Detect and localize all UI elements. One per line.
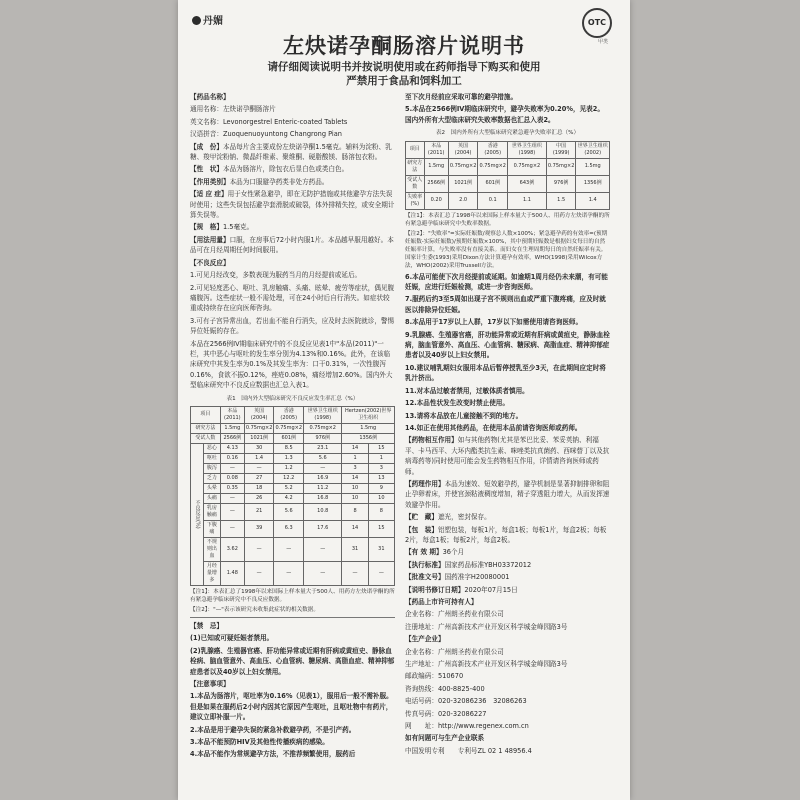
table-cell: 1.48 <box>220 561 244 585</box>
otc-badge: OTC <box>582 8 612 38</box>
precaution-13: 13.请将本品放在儿童接触不到的地方。 <box>405 411 523 420</box>
table-cell: 10 <box>342 483 368 493</box>
table-cell: — <box>304 463 342 473</box>
table-row <box>191 433 395 443</box>
precaution-6: 6.本品可能使下次月经提前或延期。如逾期1周月经仍未来潮，有可能妊娠，应进行妊娠检测，或进一步咨询医师。 <box>405 272 608 292</box>
section-validity: 【有 效 期】 <box>405 548 443 557</box>
table-cell: 0.08 <box>220 473 244 483</box>
table-row <box>406 192 610 209</box>
table-header-row <box>191 406 395 423</box>
table-cell: 4.13 <box>220 443 244 453</box>
manufacturer-name: 企业名称：广州朗圣药业有限公司 <box>405 647 504 656</box>
table-cell: 1.5mg <box>424 158 448 175</box>
table-cell: 11.2 <box>304 483 342 493</box>
table-cell: 0.75mg×2 <box>448 158 478 175</box>
precaution-4: 4.本品不能作为常规避孕方法，不推荐频繁使用，服药后 <box>190 750 356 759</box>
left-column <box>190 92 395 762</box>
table-cell: 8 <box>368 503 394 520</box>
precaution-14: 14.如正在使用其他药品，在使用本品前请咨询医师或药师。 <box>405 423 582 432</box>
table-cell: 1021例 <box>448 175 478 192</box>
section-standard: 【执行标准】 <box>405 560 445 569</box>
table-2-note-2: 【注2】："失败率"=实际妊娠数/观察总人数×100%；紧急避孕药的有效率=(预期妊娠数-实际妊娠数)/预期妊娠数×100%，其中预期妊娠数是根据妇女每日的自然妊娠率计算，与失败率没有直接关系。而妇女在生理周期每日的自然妊娠率有关。国家计生委(1993)采用Dixon方法计算避孕有效率，WHO(1998)采用Wilcox方法，WHO(2002)采用Trussell方法。 <box>405 230 608 269</box>
table-cell: — <box>304 537 342 561</box>
table-cell: 0.35 <box>220 483 244 493</box>
table-cell: 0.75mg×2 <box>546 158 576 175</box>
table-cell: — <box>244 537 274 561</box>
section-category: 【作用类别】 <box>190 177 230 186</box>
table-cell: 1.3 <box>274 453 304 463</box>
table-cell: 14 <box>342 520 368 537</box>
table-cell: 乏力 <box>204 473 221 483</box>
table-cell: 15 <box>368 520 394 537</box>
table-2-caption: 表2 国内外所有大型临床研究紧急避孕失败率汇总（%） <box>435 130 580 137</box>
table-cell: 1356例 <box>576 175 610 192</box>
contraindication-1: (1)已知或可疑妊娠者禁用。 <box>190 634 274 643</box>
table-cell: 643例 <box>508 175 547 192</box>
table-cell: 项目 <box>191 406 221 423</box>
standard-text: 国家药品标准YBH03372012 <box>444 560 532 569</box>
table-cell: Hertzen(2002)世界卫生组织 <box>342 406 395 423</box>
table-row <box>406 175 610 192</box>
table-cell: 2.0 <box>448 192 478 209</box>
table-cell: 1.5mg <box>342 423 395 433</box>
phone: 电话号码：020-32086236 32086263 <box>405 697 527 706</box>
table-cell: — <box>244 561 274 585</box>
table-cell: 0.75mg×2 <box>304 423 342 433</box>
brand-logo-icon <box>192 16 201 25</box>
table-cell: 1.5mg <box>220 423 244 433</box>
table-cell: 英国(2004) <box>244 406 274 423</box>
table-cell: 英国(2004) <box>448 141 478 158</box>
pharmacology-text: 本品为速效、短效避孕药，避孕机制是显著抑制排卵和阻止孕卵着床，并使宫颈粘液稠度增加，精子穿透阻力增大，从而发挥速效避孕作用。 <box>405 479 610 509</box>
section-specification: 【规 格】 <box>190 223 223 232</box>
subtitle-line-2: 严禁用于食品和饲料加工 <box>346 75 462 87</box>
interactions-text: 如与其他药物(尤其是苯巴比妥、苯妥英钠、利福平、卡马西平、大环内酯类抗生素、咪唑类抗真菌药、西咪替丁以及抗病毒药等)同时使用可能会发生药物相互作用，详情请咨询医师或药师。 <box>405 436 610 476</box>
table-cell: 30 <box>244 443 274 453</box>
precaution-7: 7.服药后约3至5周如出现子宫不规则出血或严重下腹疼痛，应及时就医以排除异位妊娠。 <box>405 295 606 314</box>
table-cell: 恶心 <box>204 443 221 453</box>
precaution-3: 3.本品不能预防HIV及其他性传播疾病的感染。 <box>190 738 329 747</box>
table-row <box>191 463 395 473</box>
precaution-4-continued: 至下次月经前应采取可靠的避孕措施。 <box>405 93 518 101</box>
table-cell: 5.2 <box>274 483 304 493</box>
precaution-1: 1.本品为肠溶片，呕吐率为0.16%（见表1），服用后一般不需补服。但是如果在服药后2小时内因其它原因产生呕吐，且呕吐物中有药片，建议立即补服一片。 <box>190 692 393 722</box>
table-cell: 不规则出血 <box>204 537 221 561</box>
table-cell: 18 <box>244 483 274 493</box>
section-contraindications: 【禁 忌】 <box>190 621 223 630</box>
section-pharmacology: 【药理作用】 <box>405 479 445 488</box>
section-dosage: 【用法用量】 <box>190 235 230 244</box>
failure-rate-table <box>405 141 610 210</box>
table-cell: 31 <box>368 537 394 561</box>
validity-text: 36个月 <box>442 548 465 557</box>
adverse-item-1: 1.可见月经改变，多数表现为服药当月的月经提前或延后。 <box>190 271 362 280</box>
precaution-9: 9.乳腺癌、生殖器官癌，肝功能异常或近期有肝病或黄疸史，静脉血栓病，脑血管意外、高血压、心血管病、糖尿病、高脂血症、精神抑郁症患者以及40岁以上妇女禁用。 <box>405 330 610 360</box>
section-adverse-reactions: 【不良反应】 <box>190 258 230 267</box>
table-cell: 10.8 <box>304 503 342 520</box>
table-row <box>191 483 395 493</box>
english-name: 英文名称：Levonorgestrel Enteric-coated Tablets <box>190 117 348 126</box>
table-cell: 香港(2005) <box>478 141 508 158</box>
table-cell: 0.75mg×2 <box>274 423 304 433</box>
table-cell: 世界卫生组织(2002) <box>576 141 610 158</box>
table-cell: — <box>244 463 274 473</box>
approval-text: 国药准字H20080001 <box>444 573 510 582</box>
table-cell: — <box>304 561 342 585</box>
table-1-note-1: 【注1】：本表汇总了1998年以来国际上样本量大于500人、用药方左炔诺孕酮的所有紧急避孕临床研究中不良反应数据。 <box>190 588 395 603</box>
table-row <box>191 443 395 453</box>
table-cell: — <box>368 561 394 585</box>
table-cell: 14 <box>342 473 368 483</box>
section-manufacturer: 【生产企业】 <box>405 635 445 644</box>
table-cell: — <box>342 561 368 585</box>
table-cell: 12.2 <box>274 473 304 483</box>
brand-name: 丹媚 <box>203 16 223 27</box>
table-header-row <box>406 141 610 158</box>
table-cell: 8 <box>342 503 368 520</box>
section-precautions: 【注意事项】 <box>190 680 230 688</box>
table-cell: — <box>274 537 304 561</box>
otc-class-label: 甲类 <box>597 39 608 45</box>
table-2-note-1: 【注1】：本表汇总了1998年以来国际上样本量大于500人、用药方左炔诺孕酮的所有紧急避孕临床研究中失败率数据。 <box>405 212 610 227</box>
adverse-table-body <box>191 443 395 585</box>
patent-info: 中国发明专利 专利号ZL 02 1 48956.4 <box>405 746 532 755</box>
table-cell: 0.75mg×2 <box>478 158 508 175</box>
table-cell: 0.20 <box>424 192 448 209</box>
table-cell: 976例 <box>304 433 342 443</box>
table-cell: 受试人数 <box>191 433 221 443</box>
precaution-2: 2.本品是用于避孕失误的紧急补救避孕药，不是引产药。 <box>190 725 356 734</box>
table-cell: 21 <box>244 503 274 520</box>
fax: 传真号码：020-32086227 <box>405 709 487 718</box>
section-drug-name: 【药品名称】 <box>190 93 230 101</box>
table-cell: 1.5 <box>546 192 576 209</box>
table-row <box>191 493 395 503</box>
table-cell: 10 <box>342 493 368 503</box>
website: 网 址：http://www.regenex.com.cn <box>405 722 529 731</box>
table-row <box>191 520 395 537</box>
table-cell: 世界卫生组织(1998) <box>508 141 547 158</box>
table-cell: 5.6 <box>274 503 304 520</box>
table-cell: 26 <box>244 493 274 503</box>
table-cell: 1.4 <box>244 453 274 463</box>
table-cell: 失败率(%) <box>406 192 425 209</box>
table-cell: 0.75mg×2 <box>508 158 547 175</box>
table-cell: 31 <box>342 537 368 561</box>
table-cell: 13 <box>368 473 394 483</box>
adverse-item-2: 2.可见轻度恶心、呕吐、乳房触痛、头痛、眩晕、疲劳等症状，偶见腹痛腹泻。这些症状一般不需处理，可在24小时后自行消失。如症状较重或持续存在应向医师咨询。 <box>190 283 395 313</box>
indications-text: 用于女性紧急避孕，即在无防护措施或其他避孕方法失误时使用；这些失误包括避孕套滑脱或破裂，体外排精失控，或安全期计算失误等。 <box>190 190 395 220</box>
contraindication-2: (2)乳腺癌、生殖器官癌、肝功能异常或近期有肝病或黄疸史、静脉血栓病、脑血管意外、高血压、心血管病、糖尿病、高脂血症、精神抑郁症患者以及40岁以上妇女禁用。 <box>190 646 395 676</box>
package-text: 铝塑包装，每板1片，每盒1板；每板1片，每盒2板；每板2片，每盒1板；每板2片，每盒2板。 <box>405 525 607 544</box>
table-cell: 研究方法 <box>406 158 425 175</box>
table-cell: 6.3 <box>274 520 304 537</box>
table-cell: 本品(2011) <box>220 406 244 423</box>
table-cell: 中国(1999) <box>546 141 576 158</box>
section-approval: 【批准文号】 <box>405 573 445 582</box>
table-cell: 16.9 <box>304 473 342 483</box>
table-cell: 1356例 <box>342 433 395 443</box>
table-cell: 976例 <box>546 175 576 192</box>
table-cell: 0.1 <box>478 192 508 209</box>
table-cell: 2566例 <box>220 433 244 443</box>
table-cell: 香港(2005) <box>274 406 304 423</box>
table-cell: 头痛 <box>204 493 221 503</box>
table-cell: 4.2 <box>274 493 304 503</box>
table-cell: 下腹痛 <box>204 520 221 537</box>
table-cell: 14 <box>342 443 368 453</box>
mah-name: 企业名称：广州朗圣药业有限公司 <box>405 610 504 619</box>
table-cell: 世界卫生组织(1998) <box>304 406 342 423</box>
precaution-5: 5.本品在2566例IV期临床研究中，避孕失败率为0.20%，见表2。国内外所有大型临床研究失败率数据也汇总入表2。 <box>405 105 604 124</box>
table-row <box>191 503 395 520</box>
table-row <box>191 537 395 561</box>
table-cell: 1021例 <box>244 433 274 443</box>
table-cell: 9 <box>368 483 394 493</box>
table-side-label: 不良反应(%) <box>191 443 204 585</box>
subtitle-line-1: 请仔细阅读说明书并按说明使用或在药师指导下购买和使用 <box>267 61 541 73</box>
table-cell: 1.4 <box>576 192 610 209</box>
table-cell: — <box>274 561 304 585</box>
table-cell: 5.6 <box>304 453 342 463</box>
section-package: 【包 装】 <box>405 525 438 534</box>
right-column <box>405 92 610 758</box>
section-interactions: 【药物相互作用】 <box>405 436 458 445</box>
properties-text: 本品为肠溶片，除包衣后显白色或类白色。 <box>222 165 349 174</box>
table-cell: 27 <box>244 473 274 483</box>
specification-text: 1.5毫克。 <box>222 223 254 232</box>
table-cell: 1 <box>368 453 394 463</box>
section-revision: 【说明书修订日期】 <box>405 585 465 594</box>
table-cell: 呕吐 <box>204 453 221 463</box>
document-title: 左炔诺孕酮肠溶片说明书 <box>283 34 525 58</box>
table-row <box>191 423 395 433</box>
instruction-leaflet <box>178 0 630 800</box>
table-cell: 月经量增多 <box>204 561 221 585</box>
table-cell: 1.2 <box>274 463 304 473</box>
table-cell: 16.8 <box>304 493 342 503</box>
table-cell: 头晕 <box>204 483 221 493</box>
table-cell: 1.1 <box>508 192 547 209</box>
adverse-reaction-table <box>190 406 395 586</box>
table-cell: 17.6 <box>304 520 342 537</box>
section-properties: 【性 状】 <box>190 165 223 174</box>
table-cell: — <box>220 463 244 473</box>
zip-code: 邮政编码：510670 <box>405 672 464 681</box>
table-cell: 乳房触痛 <box>204 503 221 520</box>
table-cell: 39 <box>244 520 274 537</box>
table-cell: 601例 <box>478 175 508 192</box>
table-cell: 8.5 <box>274 443 304 453</box>
category-text: 本品为口服避孕药类非处方药品。 <box>229 177 329 186</box>
table-cell: 0.75mg×2 <box>244 423 274 433</box>
table-cell: 601例 <box>274 433 304 443</box>
table-row <box>191 561 395 585</box>
table-cell: 0.16 <box>220 453 244 463</box>
table-1-caption: 表1 国内外大型临床研究不良反应发生率汇总（%） <box>226 395 359 402</box>
precaution-10: 10.建议哺乳期妇女服用本品后暂停授乳至少3天，在此期间应定时将乳汁挤出。 <box>405 363 606 383</box>
divider <box>190 617 395 618</box>
table-1-note-2: 【注2】："—"表示该研究未收集此症状的相关数据。 <box>190 606 319 613</box>
table-cell: — <box>220 520 244 537</box>
table-cell: 3 <box>368 463 394 473</box>
table-cell: — <box>220 493 244 503</box>
table-cell: 腹泻 <box>204 463 221 473</box>
dosage-text: 口服，在房事后72小时内服1片。本品越早服用越好。本品可在月经周期任何时间服用。 <box>190 235 394 255</box>
table-cell: 1.5mg <box>576 158 610 175</box>
precaution-12: 12.本品性状发生改变时禁止使用。 <box>405 399 509 408</box>
precaution-11: 11.对本品过敏者禁用，过敏体质者慎用。 <box>405 386 529 395</box>
table-cell: 受试人数 <box>406 175 425 192</box>
table-row <box>191 473 395 483</box>
contact-note: 如有问题可与生产企业联系 <box>405 734 485 743</box>
table-cell: 3.62 <box>220 537 244 561</box>
table-row <box>191 453 395 463</box>
mah-address: 注册地址：广州高新技术产业开发区科学城金峰园路3号 <box>405 622 568 631</box>
table-cell: 研究方法 <box>191 423 221 433</box>
hotline: 咨询热线：400-8825-400 <box>405 684 485 693</box>
table-row <box>406 158 610 175</box>
section-storage: 【贮 藏】 <box>405 513 438 522</box>
section-indications: 【适 应 症】 <box>190 190 228 199</box>
document-subtitle <box>198 60 610 88</box>
storage-text: 遮光，密封保存。 <box>437 513 491 522</box>
table-cell: 项目 <box>406 141 425 158</box>
pinyin-name: 汉语拼音：Zuoquenuoyuntong Changrong Pian <box>190 130 342 139</box>
section-composition: 【成 份】 <box>190 142 223 151</box>
table-cell: 10 <box>368 493 394 503</box>
adverse-item-4: 本品在2566例IV期临床研究中的不良反应见表1中"本品(2011)"一栏，其中恶心与呕吐的发生率分别为4.13%和0.16%。此外，在该临床研究中其发生率为0.1%及其发生率为：口干0.31%，一次性腹泻0.16%，食欲不振0.12%，痤疮0.08%，痛经增加2.60%。国内外大型临床研究中不良反应数据也汇总入表1。 <box>190 339 393 390</box>
common-name: 通用名称：左炔诺孕酮肠溶片 <box>190 105 276 114</box>
table-cell: — <box>220 503 244 520</box>
composition-text: 本品每片含主要成份左炔诺孕酮1.5毫克。辅料为淀粉、乳糖、羧甲淀粉钠、微晶纤维素、聚维酮、硬脂酸镁、肠溶包衣粉。 <box>190 142 392 162</box>
precaution-8: 8.本品用于17岁以上人群，17岁以下如需使用请咨询医师。 <box>405 318 583 327</box>
revision-text: 2020年07月15日 <box>464 585 518 594</box>
section-mah: 【药品上市许可持有人】 <box>405 598 478 606</box>
table-cell: 15 <box>368 443 394 453</box>
brand-logo <box>192 12 223 27</box>
manufacturer-address: 生产地址：广州高新技术产业开发区科学城金峰园路3号 <box>405 660 568 669</box>
adverse-item-3: 3.可有子宫异常出血，若出血不能自行消失，应及时去医院就诊，警惕异位妊娠的存在。 <box>190 316 395 336</box>
table-cell: 3 <box>342 463 368 473</box>
table-cell: 本品(2011) <box>424 141 448 158</box>
table-cell: 2566例 <box>424 175 448 192</box>
table-cell: 1 <box>342 453 368 463</box>
table-cell: 23.1 <box>304 443 342 453</box>
